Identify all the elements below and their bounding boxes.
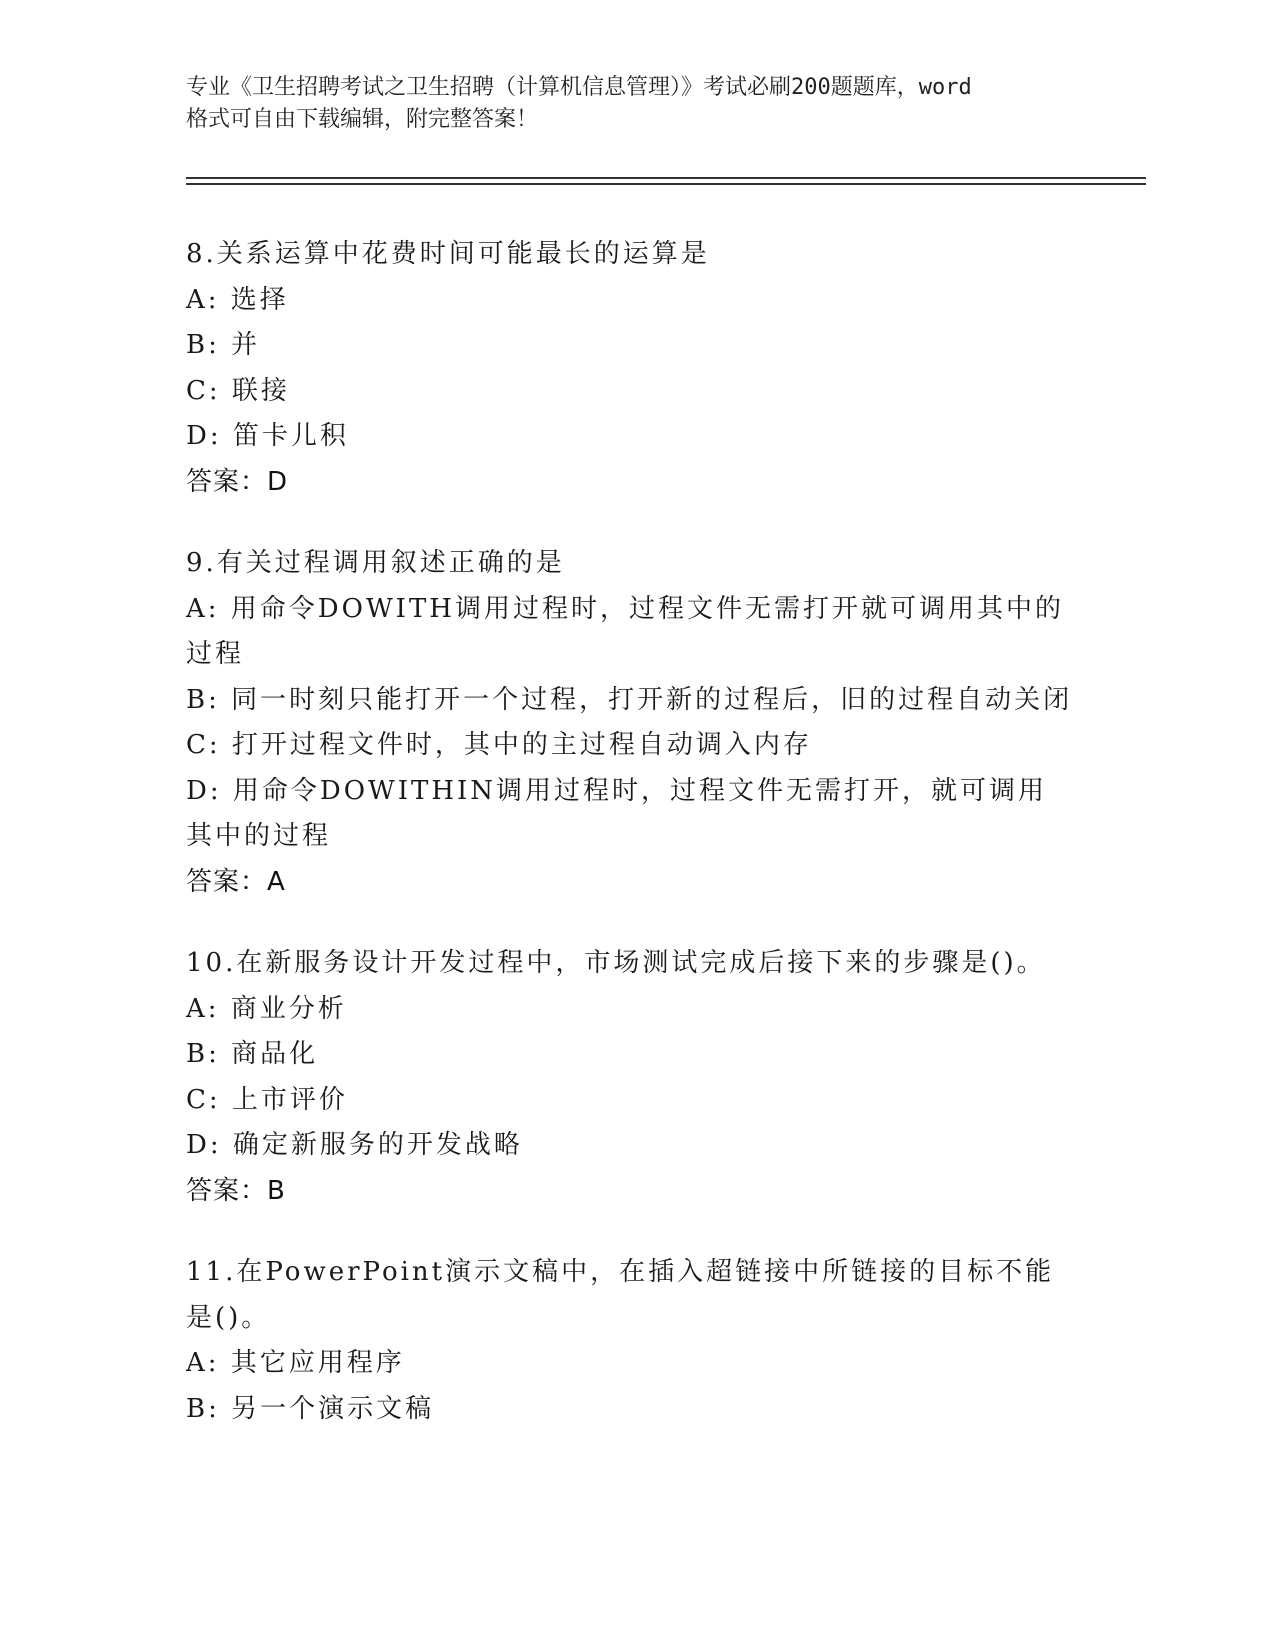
question-8 (186, 232, 1066, 505)
question-stem: 10.在新服务设计开发过程中，市场测试完成后接下来的步骤是()。 (186, 948, 1046, 978)
header-line-2: 格式可自由下载编辑，附完整答案！ (186, 107, 539, 132)
answer-label: 答案：A (186, 866, 286, 897)
header-divider-bottom (186, 183, 1146, 185)
option-d: D: 笛卡儿积 (186, 421, 349, 451)
option-d: D: 用命令DOWITHIN调用过程时，过程文件无需打开，就可调用其中的过程 (186, 775, 1048, 851)
question-list (186, 232, 1073, 1468)
option-b: B: 另一个演示文稿 (186, 1393, 435, 1424)
question-9 (186, 541, 1073, 905)
question-11 (186, 1250, 1066, 1432)
answer-label: 答案：D (186, 466, 289, 497)
question-stem: 11.在PowerPoint演示文稿中，在插入超链接中所链接的目标不能是()。 (186, 1257, 1055, 1333)
document-header (186, 72, 1086, 136)
question-stem: 8.关系运算中花费时间可能最长的运算是 (186, 239, 710, 269)
answer-label: 答案：B (186, 1175, 286, 1206)
option-a: A: 其它应用程序 (186, 1348, 405, 1378)
option-c: C: 上市评价 (186, 1084, 348, 1115)
option-c: C: 联接 (186, 375, 290, 406)
option-a: A: 选择 (186, 284, 289, 315)
question-stem: 9.有关过程调用叙述正确的是 (186, 548, 565, 578)
option-d: D: 确定新服务的开发战略 (186, 1130, 523, 1160)
question-10 (186, 941, 1066, 1214)
option-c: C: 打开过程文件时，其中的主过程自动调入内存 (186, 730, 812, 760)
option-b: B: 商品化 (186, 1039, 319, 1069)
option-b: B: 同一时刻只能打开一个过程，打开新的过程后，旧的过程自动关闭 (186, 684, 1073, 715)
option-b: B: 并 (186, 330, 261, 360)
option-a: A: 商业分析 (186, 993, 347, 1024)
option-a: A: 用命令DOWITH调用过程时，过程文件无需打开就可调用其中的过程 (186, 593, 1064, 669)
header-divider-top (186, 177, 1146, 179)
header-line-1: 专业《卫生招聘考试之卫生招聘（计算机信息管理）》考试必刷200题题库，word (186, 75, 972, 100)
